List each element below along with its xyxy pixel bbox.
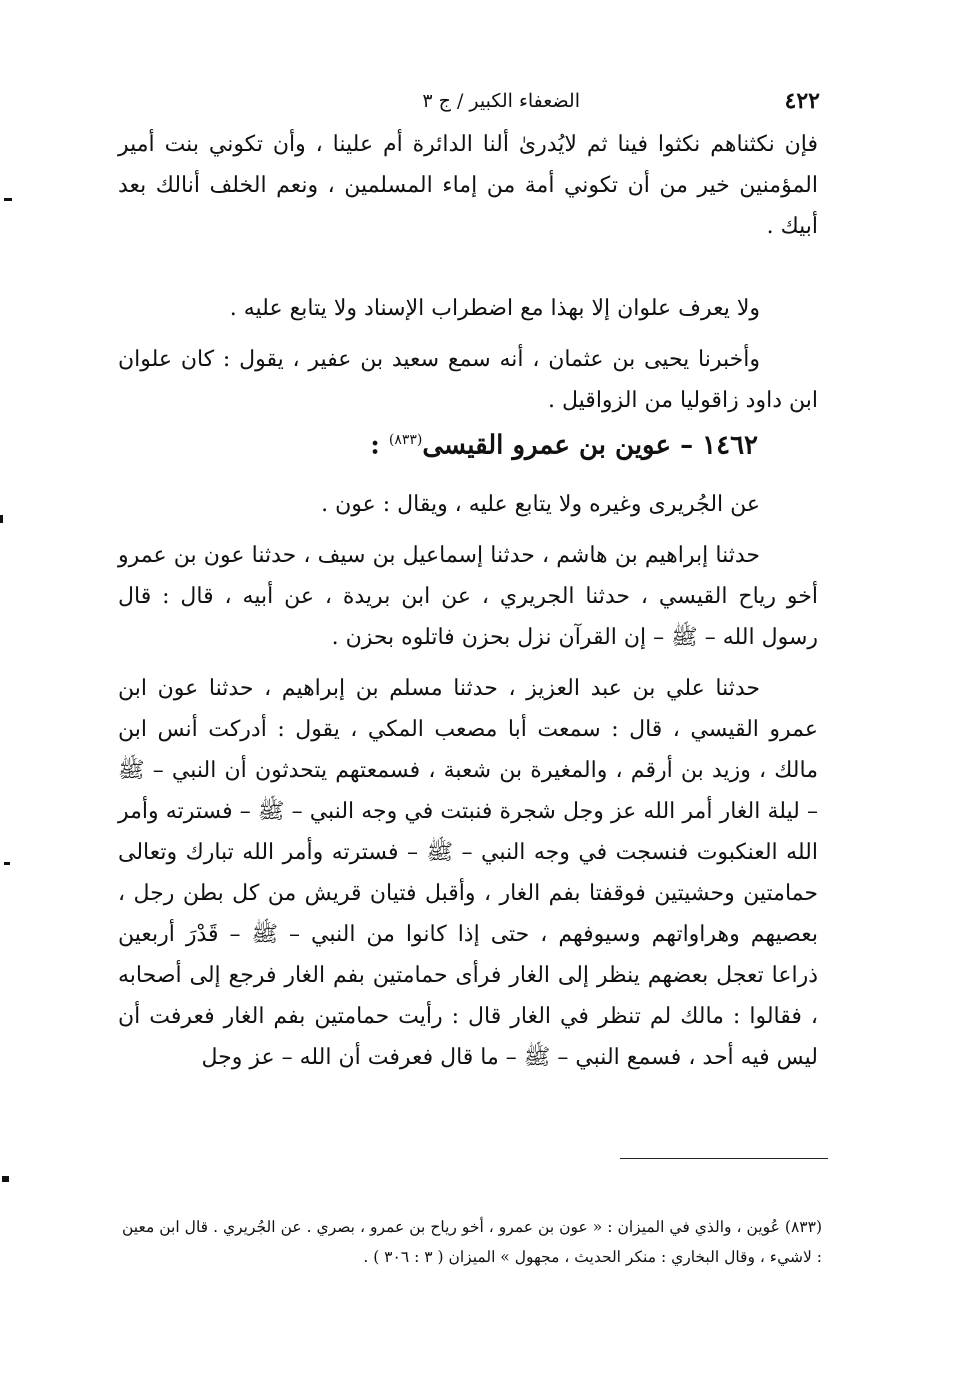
page-header <box>120 88 820 118</box>
entry-dash: – <box>680 430 694 461</box>
paragraph: ولا يعرف علوان إلا بهذا مع اضطراب الإسناد ولا يتابع عليه . <box>229 296 760 321</box>
paragraph: حدثنا إبراهيم بن هاشم ، حدثنا إسماعيل بن سيف ، حدثنا عون بن عمرو أخو رياح القيسي ، حدثنا الجريري ، عن ابن بريدة ، عن أبيه ، قال : قال رسول الله – ﷺ – إن القرآن نزل بحزن فاتلوه بحزن . <box>118 543 818 650</box>
footnote-divider <box>620 1158 828 1159</box>
main-text-top <box>118 124 818 421</box>
paragraph: حدثنا علي بن عبد العزيز ، حدثنا مسلم بن إبراهيم ، حدثنا عون ابن عمرو القيسي ، قال : سمعت أبا مصعب المكي ، يقول : أدركت أنس ابن مالك ، وزيد بن أرقم ، والمغيرة بن شعبة ، فسمعتهم يتحدثون أن النبي – ﷺ – ليلة الغار أمر الله عز وجل شجرة فنبتت في وجه النبي – ﷺ – فسترته وأمر الله العنكبوت فنسجت في وجه النبي – ﷺ – فسترته وأمر الله تبارك وتعالى حمامتين وحشيتين فوقفتا بفم الغار ، وأقبل فتيان قريش من كل بطن رجل ، بعصيهم وهراواتهم وسيوفهم ، حتى إذا كانوا من النبي – ﷺ – قَدْرَ أربعين ذراعا تعجل بعضهم ينظر إلى الغار فرأى حمامتين بفم الغار فرجع إلى أصحابه ، فقالوا : مالك لم تنظر في الغار قال : رأيت حمامتين بفم الغار فعرفت أن ليس فيه أحد ، فسمع النبي – ﷺ – ما قال فعرفت أن الله – عز وجل <box>118 676 818 1070</box>
page-number: ٤٢٢ <box>784 88 820 114</box>
scan-margin-mark <box>4 862 10 865</box>
paragraph: وأخبرنا يحيى بن عثمان ، أنه سمع سعيد بن عفير ، يقول : كان علوان ابن داود زاقوليا من الزواقيل . <box>118 347 818 413</box>
scan-margin-mark <box>4 198 12 201</box>
footnote-833: (٨٣٣) عُوين ، والذي في الميزان : « عون بن عمرو ، أخو رياح بن عمرو ، بصري . عن الجُريري . قال ابن معين : لاشيء ، وقال البخاري : منكر الحديث ، مجهول » الميزان ( ٣ : ٣٠٦ ) . <box>122 1218 822 1266</box>
footnote-reference: (٨٣٣) <box>388 432 423 448</box>
entry-name: عوين بن عمرو القيسى <box>422 430 672 461</box>
footnotes <box>122 1212 822 1272</box>
main-text-bottom <box>118 484 818 1078</box>
paragraph: فإن نكثناهم نكثوا فينا ثم لايُدرىٰ ألنا الدائرة أم علينا ، وأن تكوني بنت أمير المؤمنين خير من أن تكوني أمة من إماء المسلمين ، ونعم الخلف أنالك بعد أبيك . <box>118 132 818 239</box>
entry-heading <box>118 420 758 466</box>
scan-margin-mark <box>2 1176 9 1182</box>
entry-number: ١٤٦٢ <box>702 430 758 461</box>
paragraph: عن الجُريرى وغيره ولا يتابع عليه ، ويقال : عون . <box>321 492 760 517</box>
scan-margin-mark <box>0 515 3 523</box>
entry-colon: : <box>370 430 380 461</box>
running-title: الضعفاء الكبير / ج ٣ <box>422 90 580 112</box>
